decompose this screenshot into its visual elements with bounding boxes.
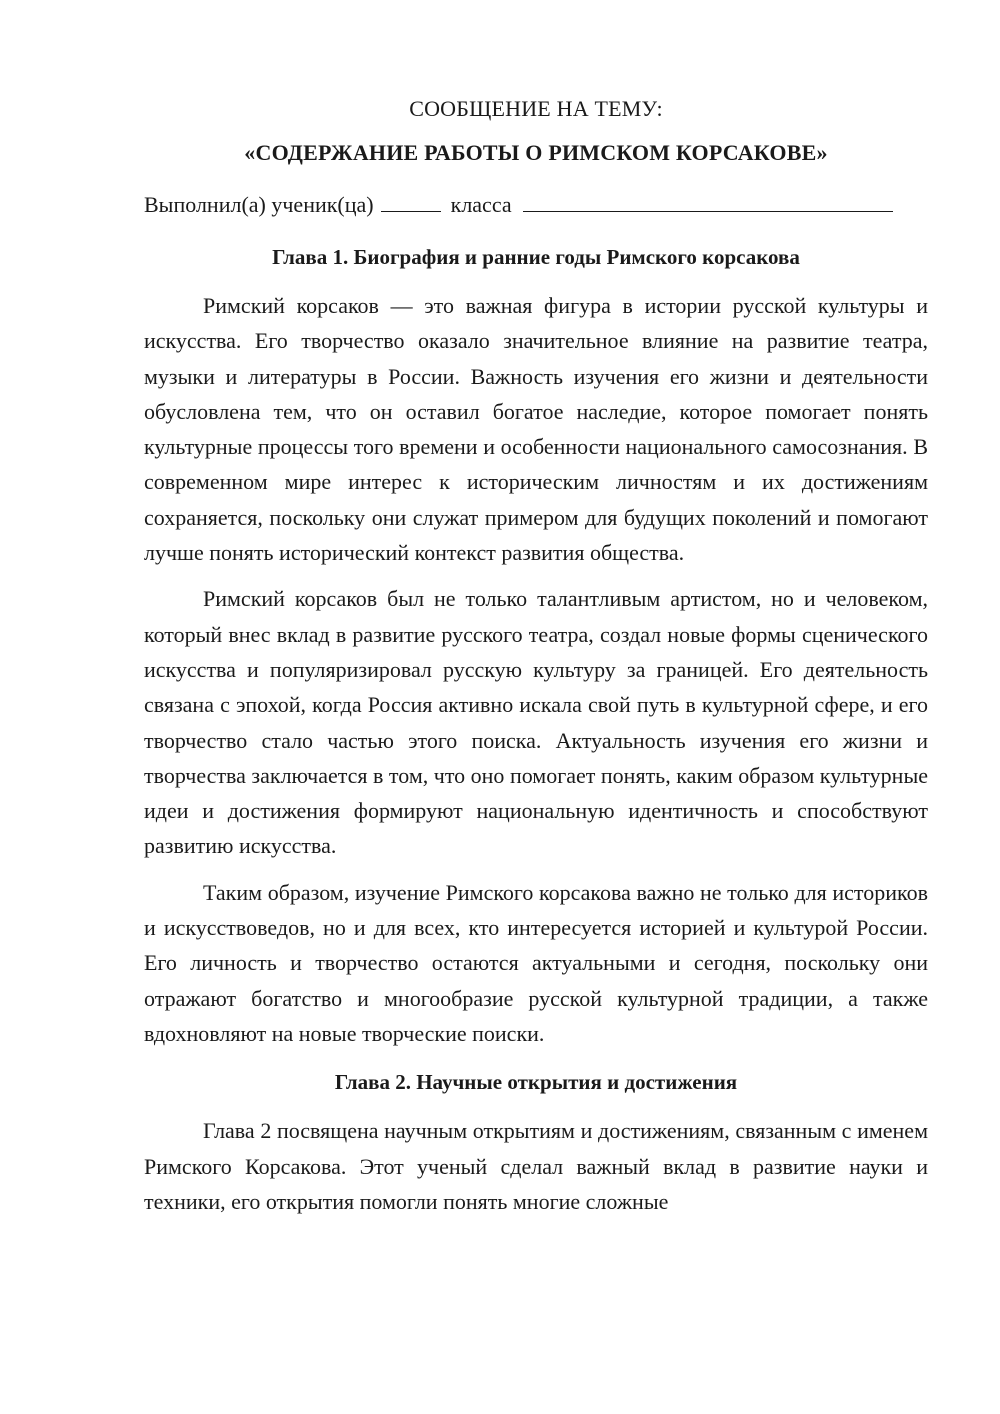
author-prefix: Выполнил(а) ученик(ца)	[144, 192, 374, 217]
author-line	[144, 190, 928, 220]
chapter-2-paragraph: Глава 2 посвящена научным открытиям и достижениям, связанным с именем Римского Корсакова. Этот ученый сделал важный вклад в развитие науки и техники, его открытия помогли понять многие сложные	[144, 1118, 928, 1214]
document-header-topic: СООБЩЕНИЕ НА ТЕМУ:	[409, 96, 663, 121]
document-title: «СОДЕРЖАНИЕ РАБОТЫ О РИМСКОМ КОРСАКОВЕ»	[244, 140, 828, 165]
chapter-1-paragraph: Таким образом, изучение Римского корсакова важно не только для историков и искусствоведов, но и для всех, кто интересуется историей и культурой России. Его личность и творчество остаются актуальными и сегодня, поскольку они отражают богатство и многообразие русской культурной традиции, а также вдохновляют на новые творческие поиски.	[144, 879, 928, 1046]
chapter-1-paragraph: Римский корсаков был не только талантливым артистом, но и человеком, который внес вклад в развитие русского театра, создал новые формы сценического искусства и популяризировал русскую культуру за границей. Его деятельность связана с эпохой, когда Россия активно искала свой путь в культурной сфере, и его творчество стало частью этого поиска. Актуальность изучения его жизни и творчества заключается в том, что оно помогает понять, каким образом культурные идеи и достижения формируют национальную идентичность и способствуют развитию искусства.	[144, 586, 928, 859]
chapter-1-heading: Глава 1. Биография и ранние годы Римского корсакова	[272, 245, 800, 269]
class-label: класса	[450, 192, 512, 217]
chapter-2-heading: Глава 2. Научные открытия и достижения	[334, 1070, 738, 1095]
student-name-blank	[523, 191, 893, 212]
class-number-blank	[381, 191, 441, 212]
document-page	[144, 94, 928, 1230]
chapter-1-paragraph: Римский корсаков — это важная фигура в истории русской культуры и искусства. Его творчество оказало значительное влияние на развитие театра, музыки и литературы в России. Важность изучения его жизни и деятельности обусловлена тем, что он оставил богатое наследие, которое помогает понять культурные процессы того времени и особенности национального самосознания. В современном мире интерес к историческим личностям и их достижениям сохраняется, поскольку они служат примером для будущих поколений и помогают лучше понять исторический контекст развития общества.	[144, 293, 928, 566]
